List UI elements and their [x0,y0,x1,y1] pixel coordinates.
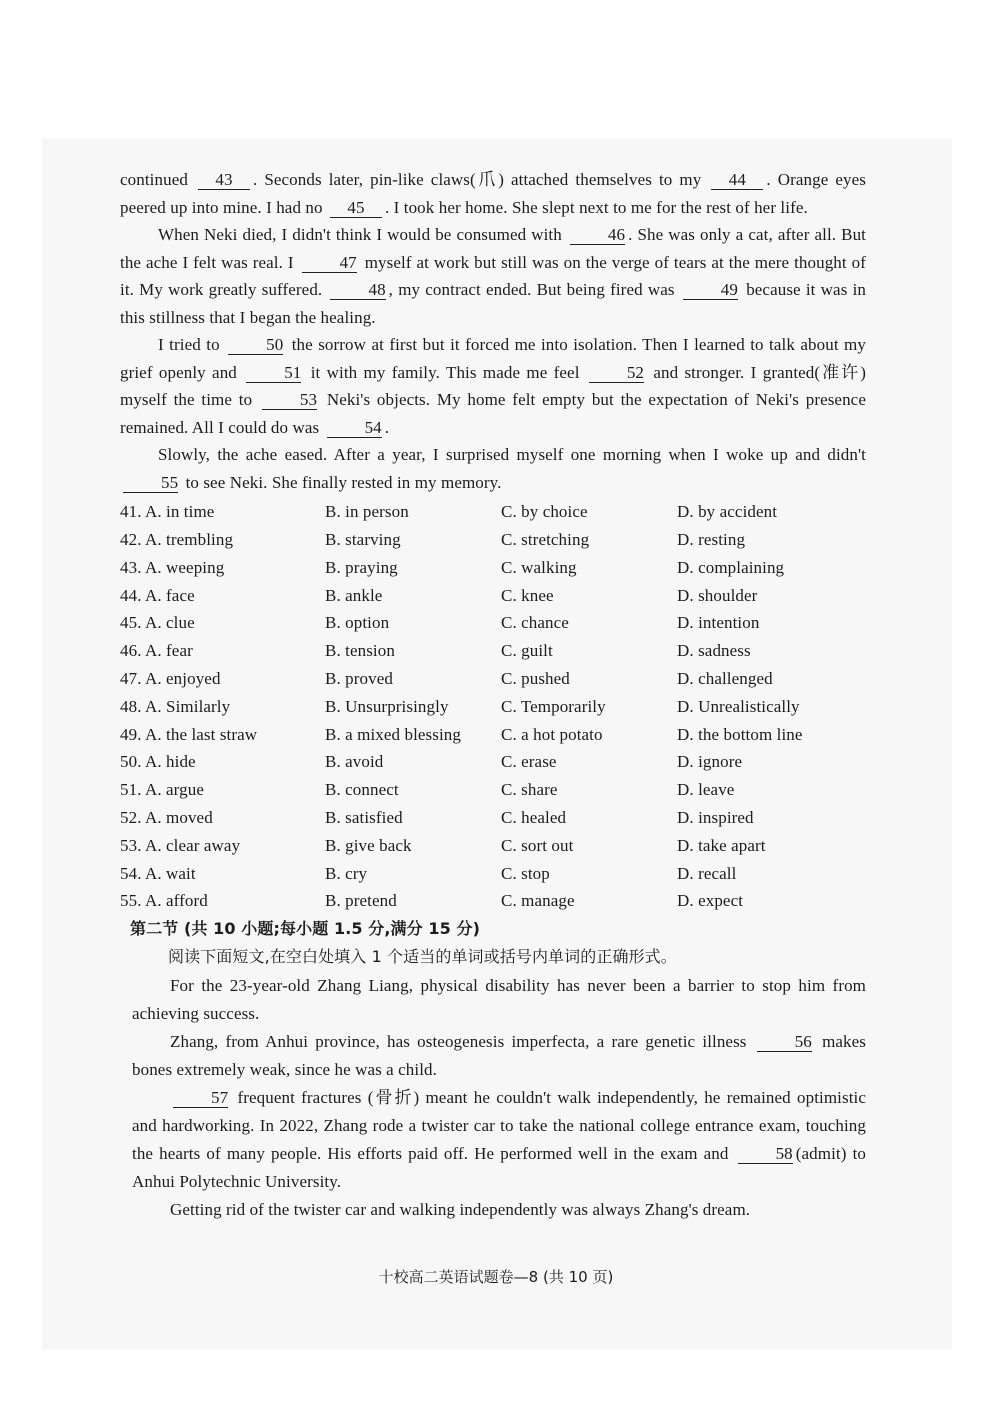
option-51-d: D. leave [677,780,735,800]
option-53-c: C. sort out [501,835,574,855]
option-51-a: 51. A. argue [120,780,204,800]
option-42-d: D. resting [677,529,746,549]
passage-2-paragraph-1: For the 23-year-old Zhang Liang, physical disability has never been a barrier to stop him from achieving success. [132,975,866,1023]
text: because it was in this stillness that I began the healing. [120,280,867,327]
option-41-d: D. by accident [677,502,778,522]
blank-43: 43 [198,170,250,190]
options-list [120,498,866,915]
text: When Neki died, I didn't think I would be consumed with [158,225,562,244]
text: makes bones extremely weak, since he was a child. [132,1031,866,1079]
option-48-b: B. Unsurprisingly [325,696,449,716]
passage-paragraph-1 [120,166,866,221]
option-50-b: B. avoid [325,752,384,772]
option-46-a: 46. A. fear [120,641,193,661]
text: . She was only a cat, after all. But the ache I felt was real. I [120,225,867,272]
option-55-b: B. pretend [325,891,397,911]
option-51-b: B. connect [325,780,399,800]
option-46-c: C. guilt [501,641,553,661]
option-44-d: D. shoulder [677,585,758,605]
page-content [120,166,866,1224]
passage-paragraph-3 [120,331,866,441]
option-52-b: B. satisfied [325,807,403,827]
text: and stronger. I granted(准许) myself the time to [120,362,866,409]
option-row-47 [120,665,866,693]
option-row-44 [120,581,866,609]
blank-52: 52 [589,363,644,383]
option-43-d: D. complaining [677,557,785,577]
text: to see Neki. She finally rested in my memory. [185,472,502,492]
passage-2-paragraph-3 [132,1084,866,1196]
text: . I took her home. She slept next to me for the rest of her life. [384,197,808,217]
option-49-c: C. a hot potato [501,724,603,744]
option-row-55 [120,887,866,915]
option-41-b: B. in person [325,502,409,522]
text: I tried to [158,335,220,354]
option-42-c: C. stretching [501,529,590,549]
option-55-a: 55. A. afford [120,891,208,911]
option-48-d: D. Unrealistically [677,696,800,716]
option-43-c: C. walking [501,557,577,577]
option-41-c: C. by choice [501,502,588,522]
option-row-48 [120,693,866,721]
option-43-b: B. praying [325,557,398,577]
text: the sorrow at first but it forced me into isolation. Then I learned to talk about my grief openly and [120,335,866,382]
page-footer: 十校高二英语试题卷—8 (共 10 页) [378,1268,614,1286]
option-54-a: 54. A. wait [120,863,196,883]
option-42-b: B. starving [325,529,401,549]
option-50-c: C. erase [501,752,557,772]
option-44-b: B. ankle [325,585,383,605]
text: myself at work but still was on the verge of tears at the mere thought of it. My work greatly suffered. [120,252,866,299]
option-row-53 [120,832,866,860]
option-44-a: 44. A. face [120,585,195,605]
option-53-a: 53. A. clear away [120,835,241,855]
option-43-a: 43. A. weeping [120,557,225,577]
option-54-d: D. recall [677,863,737,883]
text: Zhang, from Anhui province, has osteogenesis imperfecta, a rare genetic illness [170,1031,747,1051]
option-51-c: C. share [501,780,558,800]
text: Slowly, the ache eased. After a year, I surprised myself one morning when I woke up and didn't [158,445,866,464]
option-53-b: B. give back [325,835,412,855]
option-47-d: D. challenged [677,668,773,688]
blank-51: 51 [246,363,301,383]
passage-2 [132,972,866,1224]
blank-50: 50 [228,335,283,355]
option-row-43 [120,554,866,582]
option-52-a: 52. A. moved [120,807,213,827]
option-50-d: D. ignore [677,752,743,772]
text: continued [120,170,188,189]
option-52-d: D. inspired [677,807,754,827]
option-52-c: C. healed [501,807,567,827]
passage-2-paragraph-2 [132,1028,866,1084]
option-row-41 [120,498,866,526]
option-53-d: D. take apart [677,835,766,855]
option-47-b: B. proved [325,668,393,688]
option-48-c: C. Temporarily [501,696,606,716]
text: Neki's objects. My home felt empty but the expectation of Neki's presence remained. All I could do was [120,390,866,437]
text: . [384,417,390,437]
option-row-54 [120,859,866,887]
passage-paragraph-4 [120,441,866,496]
option-row-51 [120,776,866,804]
section-2-instruction: 阅读下面短文,在空白处填入 1 个适当的单词或括号内单词的正确形式。 [168,946,677,966]
option-55-d: D. expect [677,891,744,911]
blank-57: 57 [173,1088,228,1108]
option-42-a: 42. A. trembling [120,529,234,549]
passage-2-paragraph-4: Getting rid of the twister car and walking independently was always Zhang's dream. [170,1199,751,1219]
option-54-b: B. cry [325,863,368,883]
option-46-d: D. sadness [677,641,751,661]
option-41-a: 41. A. in time [120,502,215,522]
option-44-c: C. knee [501,585,554,605]
blank-49: 49 [683,280,738,300]
blank-48: 48 [330,280,385,300]
blank-46: 46 [570,225,625,245]
option-47-c: C. pushed [501,668,570,688]
option-45-c: C. chance [501,613,569,633]
option-46-b: B. tension [325,641,395,661]
option-49-d: D. the bottom line [677,724,803,744]
option-45-d: D. intention [677,613,760,633]
option-48-a: 48. A. Similarly [120,696,231,716]
option-row-50 [120,748,866,776]
blank-47: 47 [302,253,357,273]
option-54-c: C. stop [501,863,550,883]
option-45-b: B. option [325,613,390,633]
blank-55: 55 [123,473,178,493]
text: frequent fractures (骨折) meant he couldn't walk independently, he remained optimistic and hardworking. In 2022, Zhang rode a twister car to take the national college entrance exam, touching the hearts of many people. His efforts paid off. He performed well in the exam and [132,1087,866,1163]
option-47-a: 47. A. enjoyed [120,668,221,688]
text: . Orange eyes peered up into mine. I had no [120,170,866,217]
blank-58: 58 [738,1144,793,1164]
option-49-a: 49. A. the last straw [120,724,258,744]
option-row-49 [120,720,866,748]
blank-53: 53 [262,390,317,410]
blank-44: 44 [711,170,763,190]
option-row-46 [120,637,866,665]
text: (admit) to Anhui Polytechnic University. [132,1143,866,1191]
blank-54: 54 [327,418,382,438]
option-row-42 [120,526,866,554]
passage-paragraph-2 [120,221,866,331]
blank-56: 56 [757,1032,812,1052]
option-50-a: 50. A. hide [120,752,196,772]
option-45-a: 45. A. clue [120,613,195,633]
text: . Seconds later, pin-like claws(爪) attached themselves to my [252,170,702,189]
option-row-45 [120,609,866,637]
option-49-b: B. a mixed blessing [325,724,461,744]
text: , my contract ended. But being fired was [388,280,675,299]
option-row-52 [120,804,866,832]
blank-45: 45 [330,198,382,218]
section-2-title: 第二节 (共 10 小题;每小题 1.5 分,满分 15 分) [130,918,481,938]
option-55-c: C. manage [501,891,575,911]
text: it with my family. This made me feel [310,362,580,382]
